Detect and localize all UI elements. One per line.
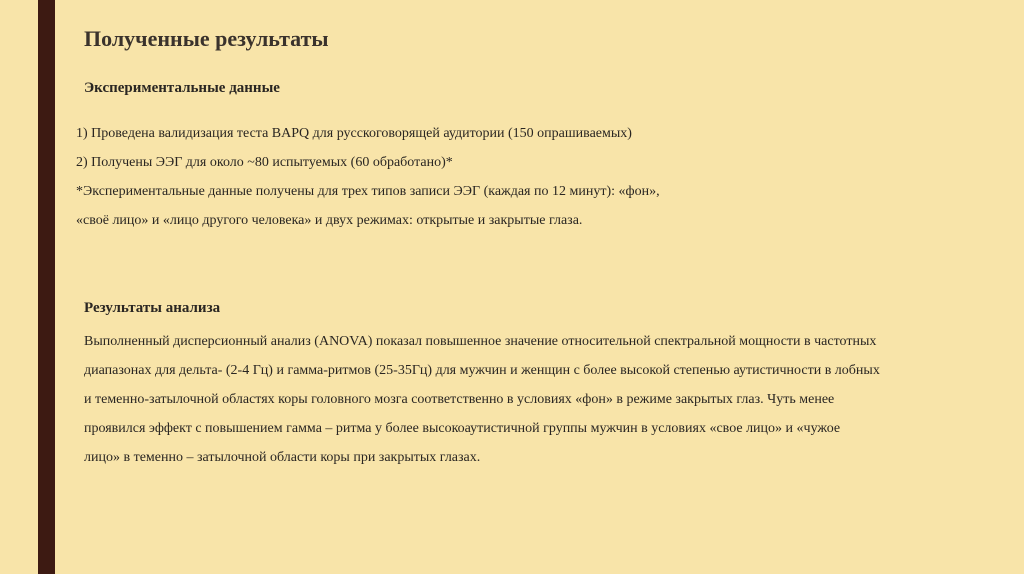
analysis-results-text [84,327,1004,472]
accent-bar [38,0,55,574]
experimental-line: *Экспериментальные данные получены для трех типов записи ЭЭГ (каждая по 12 минут): «фон», [76,184,660,199]
analysis-line: Выполненный дисперсионный анализ (ANOVA) показал повышенное значение относительной спектральной мощности в частотных [84,334,877,349]
experimental-line: 2) Получены ЭЭГ для около ~80 испытуемых (60 обработано)* [76,155,453,170]
experimental-data-list [76,119,996,235]
experimental-line: 1) Проведена валидизация теста BAPQ для русскоговорящей аудитории (150 опрашиваемых) [76,126,632,141]
analysis-results-heading: Результаты анализа [84,300,221,316]
analysis-line: лицо» в теменно – затылочной области коры при закрытых глазах. [84,450,481,465]
analysis-line: диапазонах для дельта- (2-4 Гц) и гамма-ритмов (25-35Гц) для мужчин и женщин с более высокой степенью аутистичности в лобных [84,363,880,378]
experimental-data-heading: Экспериментальные данные [84,80,280,96]
slide-title: Полученные результаты [84,26,329,51]
experimental-line: «своё лицо» и «лицо другого человека» и двух режимах: открытые и закрытые глаза. [76,213,583,228]
analysis-line: и теменно-затылочной областях коры головного мозга соответственно в условиях «фон» в режиме закрытых глаз. Чуть менее [84,392,835,407]
analysis-line: проявился эффект с повышением гамма – ритма у более высокоаутистичной группы мужчин в условиях «свое лицо» и «чужое [84,421,841,436]
